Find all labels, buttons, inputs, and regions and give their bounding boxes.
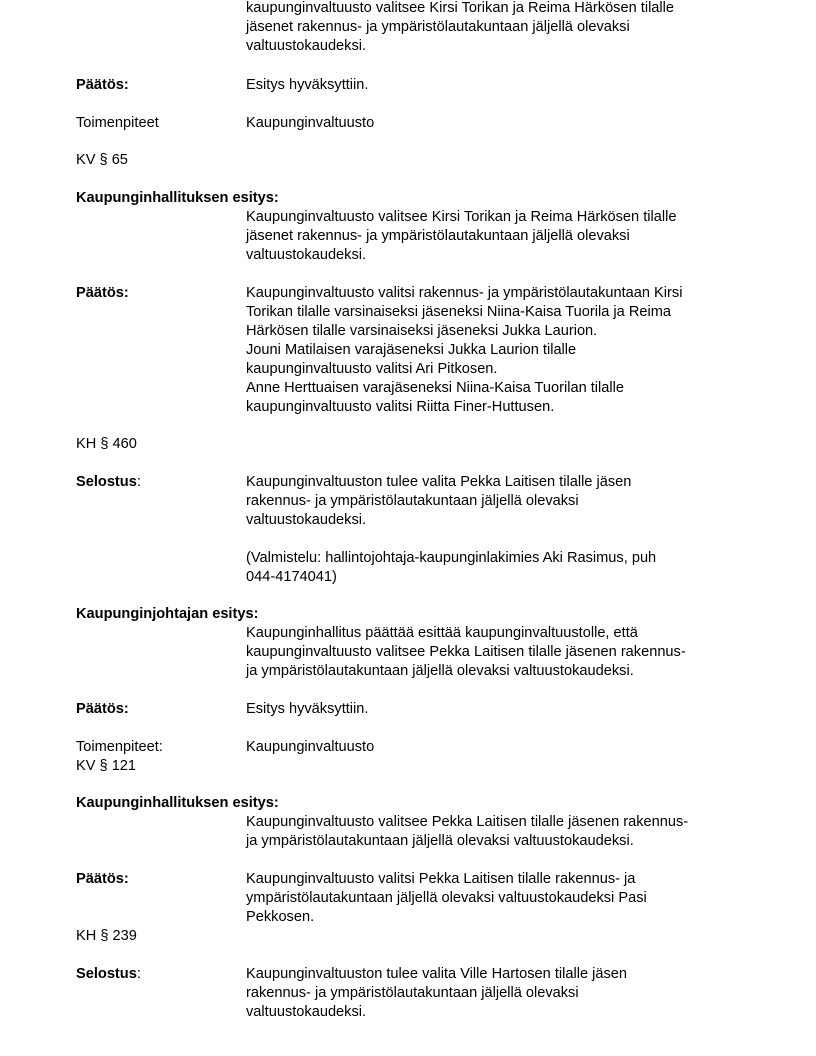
actions-text: Kaupunginvaltuusto bbox=[246, 739, 375, 755]
text-line: Torikan tilalle varsinaiseksi jäseneksi Niina-Kaisa Tuorila ja Reima bbox=[246, 304, 672, 320]
text-line: ja ympäristölautakuntaan jäljellä olevaksi valtuustokaudeksi. bbox=[246, 663, 634, 679]
text-line: ja ympäristölautakuntaan jäljellä olevaksi valtuustokaudeksi. bbox=[246, 833, 634, 849]
text-line: Anne Herttuaisen varajäseneksi Niina-Kaisa Tuorilan tilalle bbox=[246, 380, 625, 396]
text-line: valtuustokaudeksi. bbox=[246, 512, 367, 528]
proposal-text bbox=[246, 208, 746, 265]
text-line: jäsenet rakennus- ja ympäristölautakuntaan jäljellä olevaksi bbox=[246, 19, 630, 35]
decision-text: Esitys hyväksyttiin. bbox=[246, 77, 369, 93]
text-line: ympäristölautakuntaan jäljellä olevaksi valtuustokaudeksi Pasi bbox=[246, 890, 647, 906]
text-line: Kaupunginvaltuuston tulee valita Ville Hartosen tilalle jäsen bbox=[246, 966, 628, 982]
proposal-label: Kaupunginhallituksen esitys: bbox=[76, 795, 279, 811]
text-line: 044-4174041) bbox=[246, 569, 337, 585]
proposal-label: Kaupunginjohtajan esitys: bbox=[76, 606, 259, 622]
explanation-text bbox=[246, 965, 746, 1022]
proposal-text bbox=[246, 624, 746, 681]
text-line: (Valmistelu: hallintojohtaja-kaupunginlakimies Aki Rasimus, puh bbox=[246, 550, 657, 566]
text-line: Kaupunginvaltuuston tulee valita Pekka Laitisen tilalle jäsen bbox=[246, 474, 632, 490]
explanation-label bbox=[76, 965, 141, 984]
text-line: Pekkosen. bbox=[246, 909, 315, 925]
actions-label: Toimenpiteet: bbox=[76, 739, 163, 755]
text-line: rakennus- ja ympäristölautakuntaan jäljellä olevaksi bbox=[246, 493, 579, 509]
decision-label: Päätös: bbox=[76, 285, 129, 301]
decision-label: Päätös: bbox=[76, 701, 129, 717]
text-line: Kaupunginvaltuusto valitsee Pekka Laitisen tilalle jäsenen rakennus- bbox=[246, 814, 689, 830]
text-line: valtuustokaudeksi. bbox=[246, 38, 367, 54]
text-line: Härkösen tilalle varsinaiseksi jäseneksi Jukka Laurion. bbox=[246, 323, 598, 339]
paragraph-continued bbox=[246, 0, 746, 56]
actions-label: Toimenpiteet bbox=[76, 115, 159, 131]
text-line: Kaupunginhallitus päättää esittää kaupunginvaltuustolle, että bbox=[246, 625, 638, 641]
text-line: kaupunginvaltuusto valitsee Kirsi Torikan ja Reima Härkösen tilalle bbox=[246, 0, 675, 16]
text-line: rakennus- ja ympäristölautakuntaan jäljellä olevaksi bbox=[246, 985, 579, 1001]
explanation-label bbox=[76, 473, 141, 492]
actions-text: Kaupunginvaltuusto bbox=[246, 115, 375, 131]
text-line: jäsenet rakennus- ja ympäristölautakuntaan jäljellä olevaksi bbox=[246, 228, 630, 244]
proposal-label: Kaupunginhallituksen esitys: bbox=[76, 190, 279, 206]
section-reference: KH § 239 bbox=[76, 928, 137, 944]
decision-text bbox=[246, 870, 746, 927]
text-line: kaupunginvaltuusto valitsi Ari Pitkosen. bbox=[246, 361, 498, 377]
decision-label: Päätös: bbox=[76, 77, 129, 93]
text-line: kaupunginvaltuusto valitsee Pekka Laitisen tilalle jäsenen rakennus- bbox=[246, 644, 686, 660]
text-line: valtuustokaudeksi. bbox=[246, 1004, 367, 1020]
proposal-text bbox=[246, 813, 746, 851]
decision-text: Esitys hyväksyttiin. bbox=[246, 701, 369, 717]
text-line: Kaupunginvaltuusto valitsee Kirsi Torikan ja Reima Härkösen tilalle bbox=[246, 209, 677, 225]
text-line: kaupunginvaltuusto valitsi Riitta Finer-Huttusen. bbox=[246, 399, 555, 415]
text-line: valtuustokaudeksi. bbox=[246, 247, 367, 263]
text-line: Jouni Matilaisen varajäseneksi Jukka Laurion tilalle bbox=[246, 342, 577, 358]
decision-text bbox=[246, 284, 746, 417]
section-reference: KV § 65 bbox=[76, 152, 128, 168]
preparer-note bbox=[246, 549, 746, 587]
explanation-label-colon: : bbox=[136, 966, 141, 982]
explanation-label-colon: : bbox=[136, 474, 141, 490]
text-line: Kaupunginvaltuusto valitsi Pekka Laitisen tilalle rakennus- ja bbox=[246, 871, 636, 887]
text-line: Kaupunginvaltuusto valitsi rakennus- ja ympäristölautakuntaan Kirsi bbox=[246, 285, 683, 301]
explanation-text bbox=[246, 473, 746, 530]
explanation-label-bold: Selostus bbox=[76, 966, 137, 982]
decision-label: Päätös: bbox=[76, 871, 129, 887]
section-reference: KV § 121 bbox=[76, 758, 137, 774]
explanation-label-bold: Selostus bbox=[76, 474, 137, 490]
section-reference: KH § 460 bbox=[76, 436, 137, 452]
